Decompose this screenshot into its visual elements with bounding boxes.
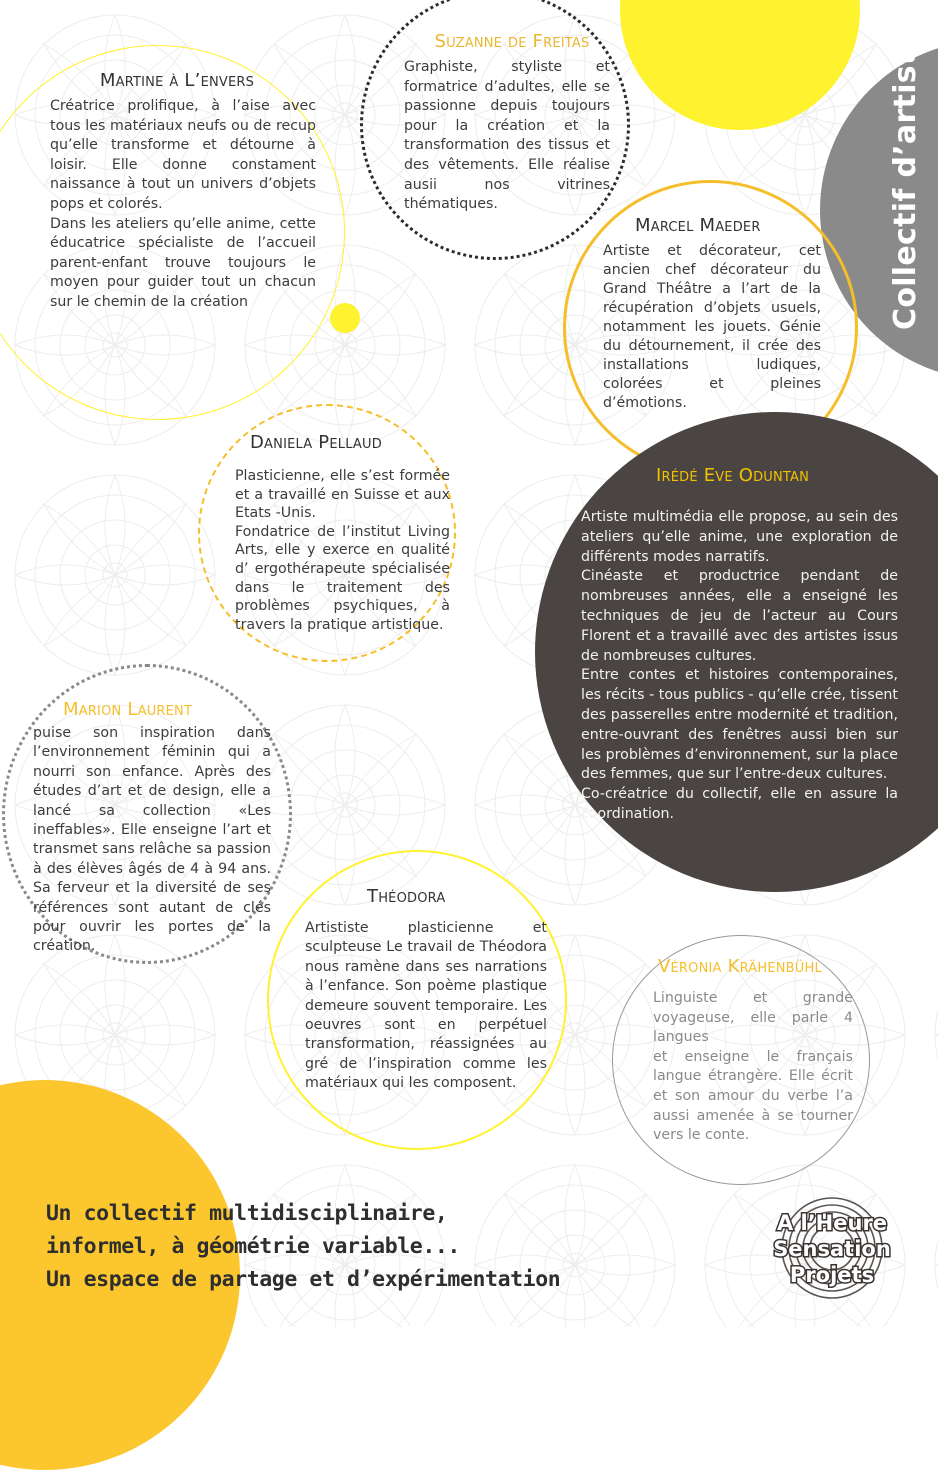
logo-line-3: Projets [789,1263,875,1287]
artist-marion [33,699,271,957]
artist-name: Marcel Maeder [635,215,761,236]
artist-bio: Linguiste et grande voyageuse, elle parle 4 langues et enseigne le français langue étrangère. Elle écrit et son amour du verbe l’a aussi amenée à se tourner vers le conte. [653,990,853,1144]
artist-theodora [305,886,547,1094]
artist-martine [50,70,316,313]
logo-line-1: A l’Heure [776,1211,888,1235]
tagline-line: informel, à géométrie variable... [46,1234,460,1259]
a-lheure-sensation-projets-logo [758,1196,906,1300]
martine-dot [330,303,360,333]
artist-name: Marion Laurent [63,699,193,720]
artist-suzanne [404,31,610,215]
artist-name: Suzanne de Freitas [434,31,590,52]
artist-bio: Graphiste, styliste et formatrice d’adultes, elle se passionne depuis toujours pour la création et la transformation des tissus et des vêtements. Elle réalise ausii nos vitrines thématiques. [404,59,610,213]
artist-bio: Artiste multimédia elle propose, au sein des ateliers qu’elle anime, une exploration de différents modes narratifs. Cinéaste et productrice pendant de nombreuses années, elle a enseigné les techniques de jeu de l’acteur au Cours Florent et a travaillé avec des artistes issus de nombreuses cultures. Entre contes et histoires contemporaines, les récits - tous publics - qu’elle crée, tissent des passerelles entre modernité et tradition, entre-ouvrant des fenêtres aussi bien sur les problèmes d’environnement, sur la place des femmes, que sur l’entre-deux cultures. Co-créatrice du collectif, elle en assure la coordination. [581,509,898,822]
tagline [46,1197,560,1296]
collectif-title: Collectif d’artistes [888,11,923,330]
tagline-line: Un espace de partage et d’expérimentation [46,1267,561,1292]
artist-irede [581,465,898,825]
artist-bio: Artiste et décorateur, cet ancien chef décorateur du Grand Théâtre a l’art de la récupération d’objets usuels, notamment les jouets. Génie du détournement, il crée des installations ludiques, colorées et pleines d’émotions. [603,243,821,411]
artist-veronia [653,956,853,1146]
artist-name: Véronia Krähenbühl [658,956,822,977]
logo-line-2: Sensation [773,1237,891,1261]
artist-bio: puise son inspiration dans l’environnement féminin qui a nourri son enfance. Après des études d’art et de design, elle a lancé sa collection «Les ineffables». Elle enseigne l’art et transmet sans relâche sa passion à des élèves âgés de 4 à 94 ans. Sa ferveur et la diversité de ses références sont autant de clés pour ouvrir les portes de la création. [33,725,271,955]
artist-name: Théodora [367,886,446,907]
artist-bio: Plasticienne, elle s’est formée et a travaillé en Suisse et aux Etats -Unis. Fondatrice de l’institut Living Arts, elle y exerce en qualité d’ ergothérapeute spécialisée dans le traitement des problèmes psychiques, à travers la pratique artistique. [235,468,450,633]
artist-bio: Artististe plasticienne et sculpteuse Le travail de Théodora nous ramène dans ses narrations à l’enfance. Son poème plastique demeure souvent temporaire. Les oeuvres sont en perpétuel transformation, réassignées au gré de l’inspiration comme les matériaux qui les composent. [305,920,547,1092]
artist-name: Irédé Eve Oduntan [656,465,810,486]
artist-name: Martine à L’envers [99,70,255,91]
artist-bio: Créatrice prolifique, à l’aise avec tous les matériaux neufs ou de recup qu’elle transforme et détourne à loisir. Elle donne constament naissance à tout un univers d’objets pops et colorés. Dans les ateliers qu’elle anime, cette éducatrice spécialiste de l’accueil parent-enfant trouve toujours le moyen pour guider tout un chacun sur le chemin de la création [50,98,316,310]
artist-marcel [603,215,821,413]
artist-daniela [235,432,450,634]
tagline-line: Un collectif multidisciplinaire, [46,1201,448,1226]
artist-name: Daniela Pellaud [250,432,382,453]
